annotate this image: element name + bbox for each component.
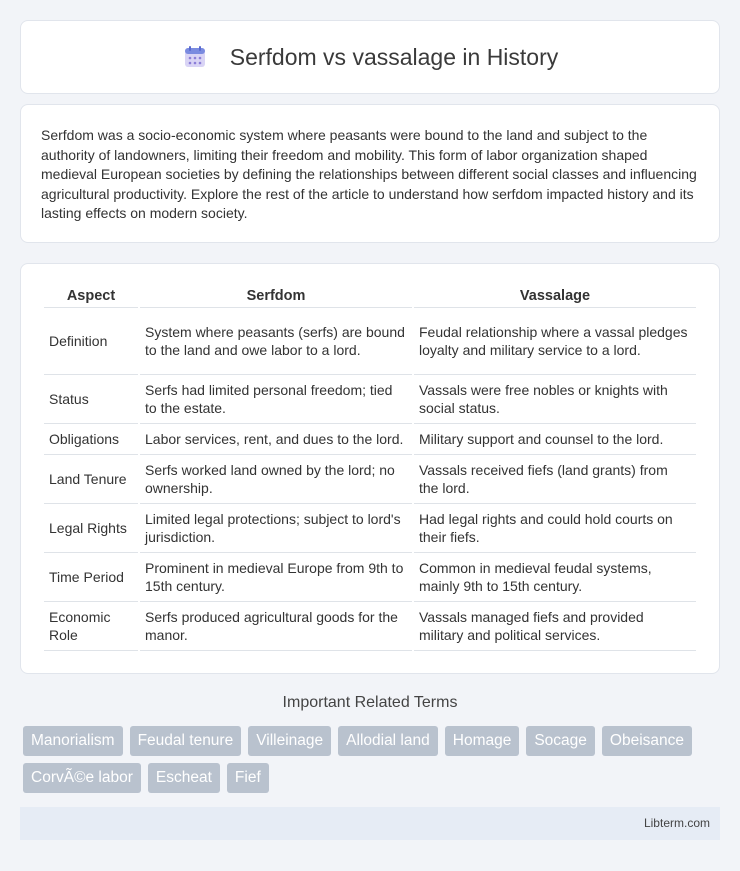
intro-card — [20, 104, 720, 243]
related-terms-list — [23, 726, 723, 793]
related-terms-title: Important Related Terms — [282, 694, 458, 711]
cell-serfdom: System where peasants (serfs) are bound to the land and owe labor to a lord. — [140, 308, 412, 375]
cell-aspect: Economic Role — [44, 602, 138, 651]
calendar-icon — [182, 44, 208, 70]
cell-serfdom: Limited legal protections; subject to lord's jurisdiction. — [140, 504, 412, 553]
cell-aspect: Obligations — [44, 424, 138, 455]
header-vassalage: Vassalage — [414, 286, 696, 308]
cell-aspect: Legal Rights — [44, 504, 138, 553]
cell-vassalage: Vassals were free nobles or knights with social status. — [414, 375, 696, 424]
cell-serfdom: Serfs worked land owned by the lord; no ownership. — [140, 455, 412, 504]
cell-aspect: Land Tenure — [44, 455, 138, 504]
tag-manorialism[interactable]: Manorialism — [23, 726, 123, 756]
header-card — [20, 20, 720, 94]
tag-corvee-labor[interactable]: CorvÃ©e labor — [23, 763, 141, 793]
cell-aspect: Status — [44, 375, 138, 424]
tag-feudal-tenure[interactable]: Feudal tenure — [130, 726, 242, 756]
tag-villeinage[interactable]: Villeinage — [248, 726, 331, 756]
cell-vassalage: Feudal relationship where a vassal pledges loyalty and military service to a lord. — [414, 308, 696, 375]
tag-socage[interactable]: Socage — [526, 726, 595, 756]
comparison-table — [42, 286, 698, 651]
table-row — [44, 308, 696, 375]
cell-vassalage: Had legal rights and could hold courts on their fiefs. — [414, 504, 696, 553]
table-row — [44, 602, 696, 651]
table-row — [44, 455, 696, 504]
intro-text: Serfdom was a socio-economic system where peasants were bound to the land and subject to the authority of landowners, limiting their freedom and mobility. This form of labor organization shaped medieval European societies by defining the relationships between different social classes and influencing agricultural productivity. Explore the rest of the article to understand how serfdom impacted history and its lasting effects on modern society. — [41, 127, 697, 222]
cell-vassalage: Common in medieval feudal systems, mainly 9th to 15th century. — [414, 553, 696, 602]
tag-homage[interactable]: Homage — [445, 726, 520, 756]
cell-aspect: Time Period — [44, 553, 138, 602]
cell-vassalage: Military support and counsel to the lord. — [414, 424, 696, 455]
cell-vassalage: Vassals received fiefs (land grants) from the lord. — [414, 455, 696, 504]
table-row — [44, 553, 696, 602]
cell-serfdom: Prominent in medieval Europe from 9th to 15th century. — [140, 553, 412, 602]
footer — [20, 807, 720, 840]
cell-serfdom: Serfs produced agricultural goods for the manor. — [140, 602, 412, 651]
header-serfdom: Serfdom — [140, 286, 412, 308]
table-row — [44, 504, 696, 553]
tag-allodial-land[interactable]: Allodial land — [338, 726, 438, 756]
cell-serfdom: Labor services, rent, and dues to the lord. — [140, 424, 412, 455]
tag-escheat[interactable]: Escheat — [148, 763, 220, 793]
table-row — [44, 375, 696, 424]
cell-serfdom: Serfs had limited personal freedom; tied to the estate. — [140, 375, 412, 424]
cell-aspect: Definition — [44, 308, 138, 375]
page-title: Serfdom vs vassalage in History — [229, 43, 559, 70]
tag-fief[interactable]: Fief — [227, 763, 269, 793]
table-header-row — [44, 286, 696, 308]
header-aspect: Aspect — [44, 286, 138, 308]
table-row — [44, 424, 696, 455]
footer-link[interactable]: Libterm.com — [643, 816, 710, 830]
comparison-card — [20, 263, 720, 674]
tag-obeisance[interactable]: Obeisance — [602, 726, 692, 756]
cell-vassalage: Vassals managed fiefs and provided military and political services. — [414, 602, 696, 651]
